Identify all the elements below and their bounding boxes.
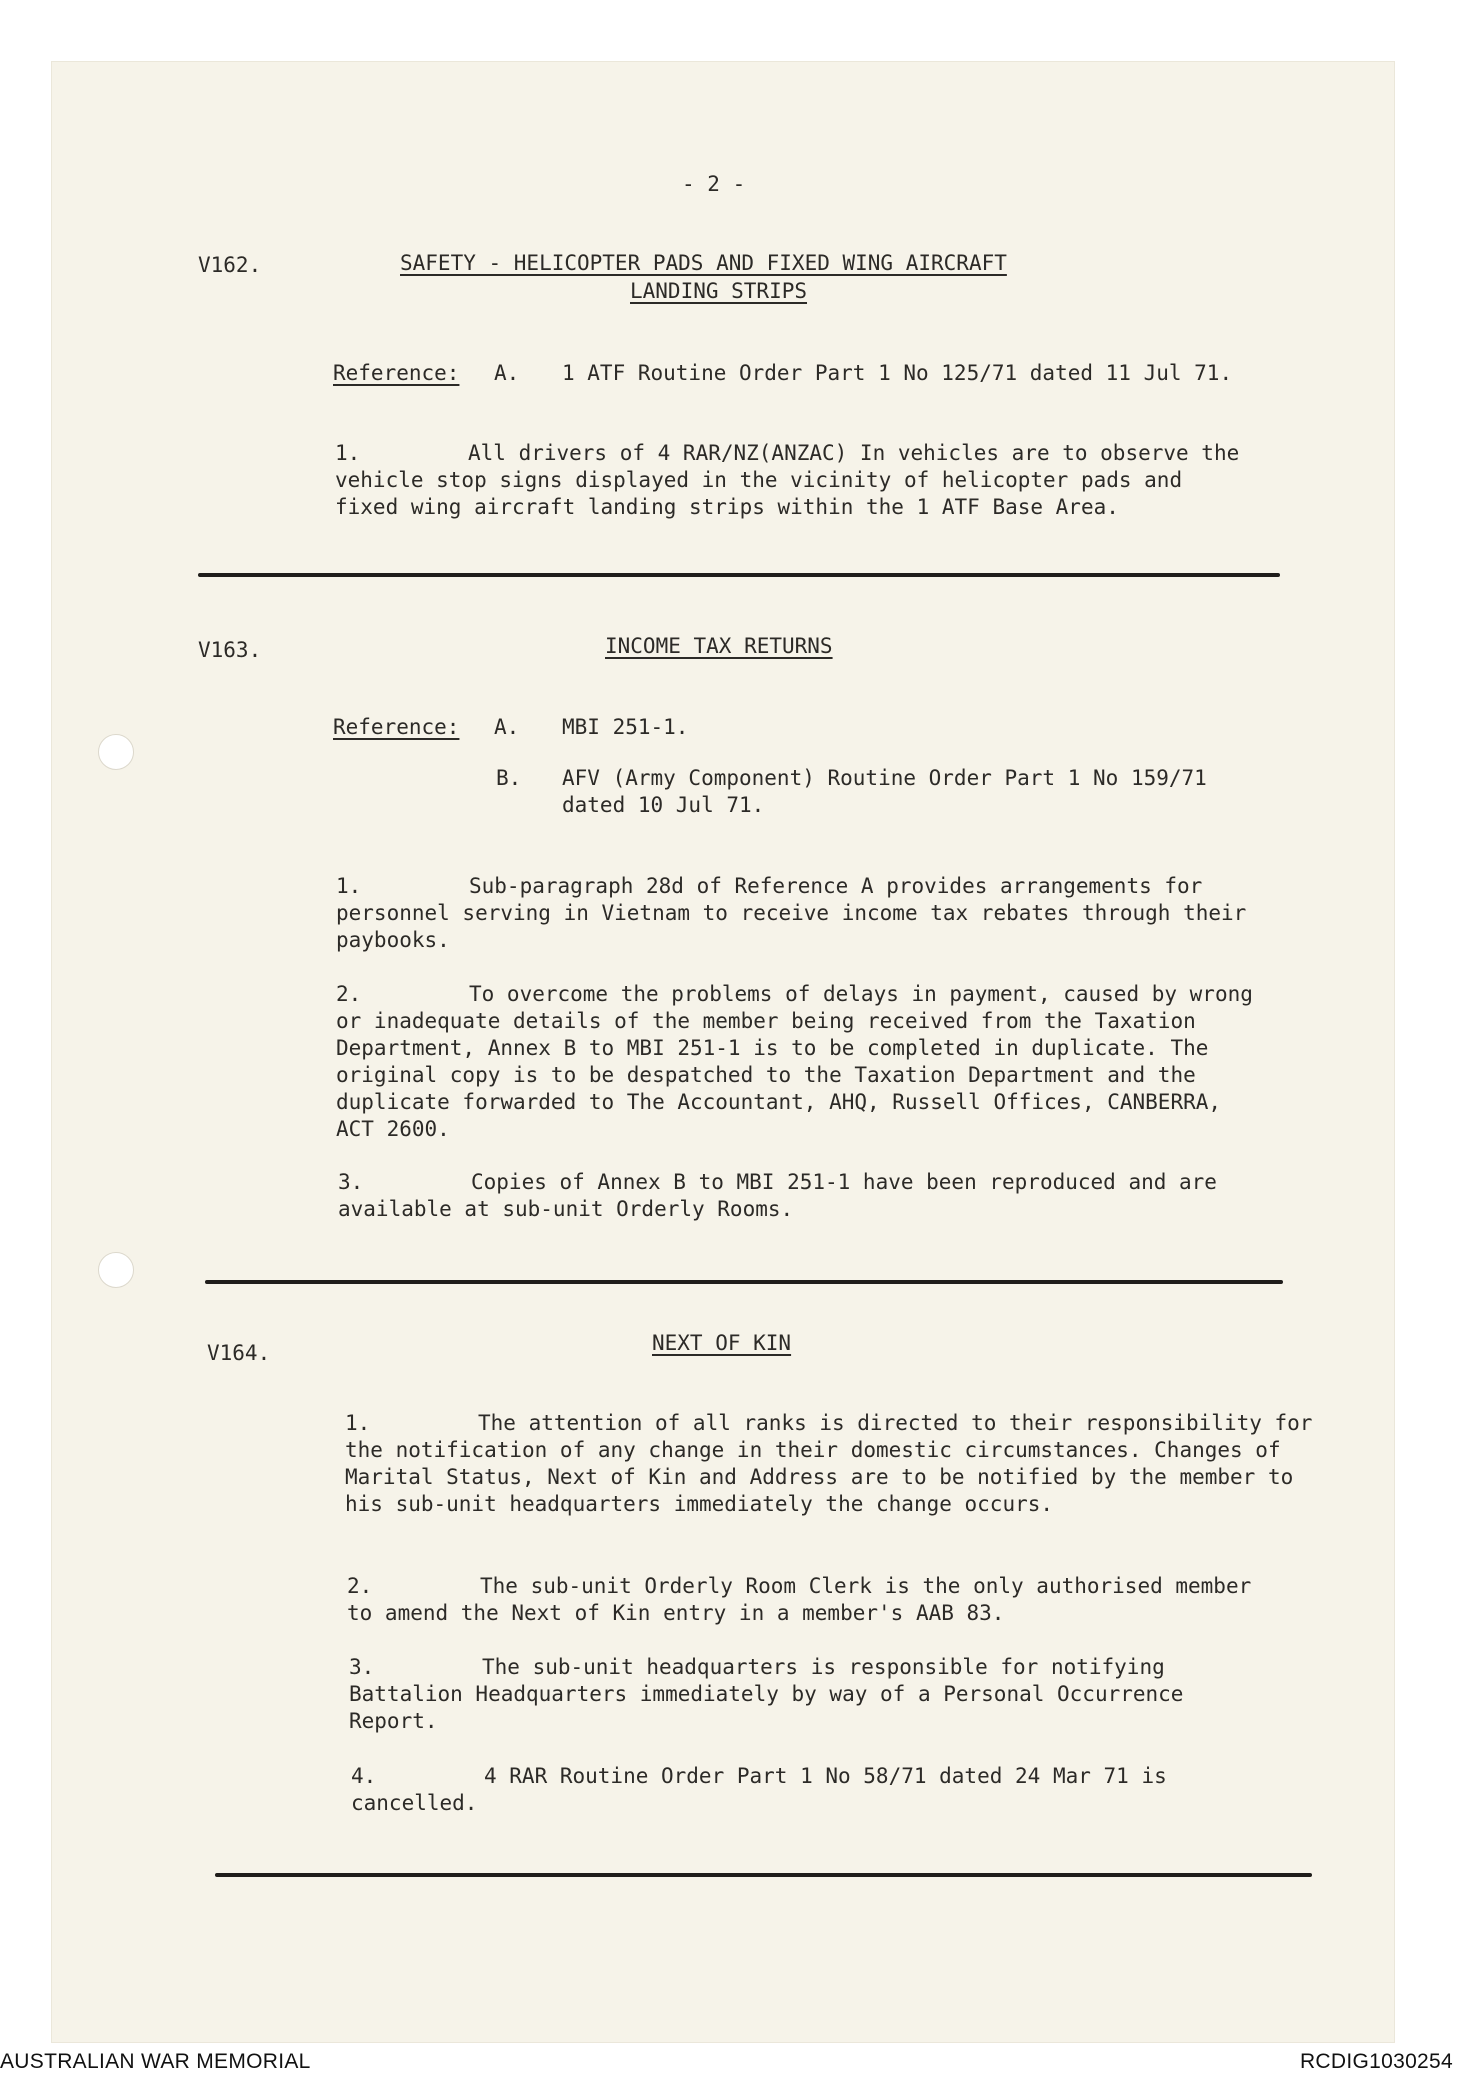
section-divider (205, 1280, 1283, 1284)
reference-letter: A. (494, 361, 520, 385)
paragraph-text: Sub-paragraph 28d of Reference A provides arrangements for personnel serving in Vietnam to receive income tax rebates through their paybooks. (336, 874, 1247, 952)
reference-letter: B. (496, 766, 522, 790)
section-title-v162-line2: LANDING STRIPS (630, 279, 808, 303)
paragraph-number: 2. (336, 982, 362, 1006)
reference-label: Reference: (333, 361, 460, 385)
reference-text: 1 ATF Routine Order Part 1 No 125/71 dated 11 Jul 71. (562, 361, 1233, 385)
paragraph-number: 1. (336, 874, 362, 898)
reference-text: MBI 251-1. (562, 715, 689, 739)
section-title-v162-line1: SAFETY - HELICOPTER PADS AND FIXED WING AIRCRAFT (400, 251, 1007, 275)
section-code-v163: V163. (198, 638, 262, 662)
footer-source: AUSTRALIAN WAR MEMORIAL (0, 2050, 311, 2073)
paragraph-number: 4. (351, 1764, 377, 1788)
punch-hole-bottom (98, 1252, 134, 1288)
paragraph-text: All drivers of 4 RAR/NZ(ANZAC) In vehicles are to observe the vehicle stop signs displayed in the vicinity of helicopter pads and fixed wing aircraft landing strips within the 1 ATF Base Area. (335, 441, 1240, 519)
paragraph-number: 1. (345, 1411, 371, 1435)
section-divider (198, 573, 1280, 577)
paragraph-text: The attention of all ranks is directed to their responsibility for the notification of any change in their domestic circumstances. Changes of Marital Status, Next of Kin and Address are to be notified by the member to his sub-unit headquarters immediately the change occurs. (345, 1411, 1313, 1516)
paragraph-text: The sub-unit Orderly Room Clerk is the only authorised member to amend the Next of Kin entry in a member's AAB 83. (347, 1574, 1252, 1625)
paragraph-number: 3. (349, 1655, 375, 1679)
section-divider (215, 1873, 1312, 1877)
section-title-v163: INCOME TAX RETURNS (605, 634, 833, 658)
reference-text: AFV (Army Component) Routine Order Part 1 No 159/71 dated 10 Jul 71. (562, 766, 1207, 817)
footer-id: RCDIG1030254 (1299, 2050, 1453, 2073)
section-code-v162: V162. (198, 253, 262, 277)
paragraph-number: 3. (338, 1170, 364, 1194)
paragraph-number: 2. (347, 1574, 373, 1598)
page-number: - 2 - (682, 172, 746, 196)
section-title-v164: NEXT OF KIN (652, 1331, 792, 1355)
reference-label: Reference: (333, 715, 460, 739)
paragraph (351, 1763, 1281, 1817)
paragraph (338, 1169, 1263, 1223)
paragraph (345, 1410, 1315, 1518)
paragraph-text: Copies of Annex B to MBI 251-1 have been reproduced and are available at sub-unit Orderly Rooms. (338, 1170, 1217, 1221)
reference-letter: A. (494, 715, 520, 739)
paragraph (347, 1573, 1277, 1627)
section-code-v164: V164. (207, 1341, 271, 1365)
paragraph (335, 440, 1255, 521)
paragraph (349, 1654, 1279, 1735)
paragraph-text: To overcome the problems of delays in payment, caused by wrong or inadequate details of the member being received from the Taxation Department, Annex B to MBI 251-1 is to be completed in duplicate. The original copy is to be despatched to the Taxation Department and the duplicate forwarded to The Accountant, AHQ, Russell Offices, CANBERRA, ACT 2600. (336, 982, 1253, 1141)
paragraph (336, 873, 1261, 954)
paragraph-number: 1. (335, 441, 361, 465)
paragraph (336, 981, 1261, 1143)
punch-hole-top (98, 734, 134, 770)
paragraph-text: The sub-unit headquarters is responsible for notifying Battalion Headquarters immediately by way of a Personal Occurrence Report. (349, 1655, 1184, 1733)
paragraph-text: 4 RAR Routine Order Part 1 No 58/71 dated 24 Mar 71 is cancelled. (351, 1764, 1167, 1815)
